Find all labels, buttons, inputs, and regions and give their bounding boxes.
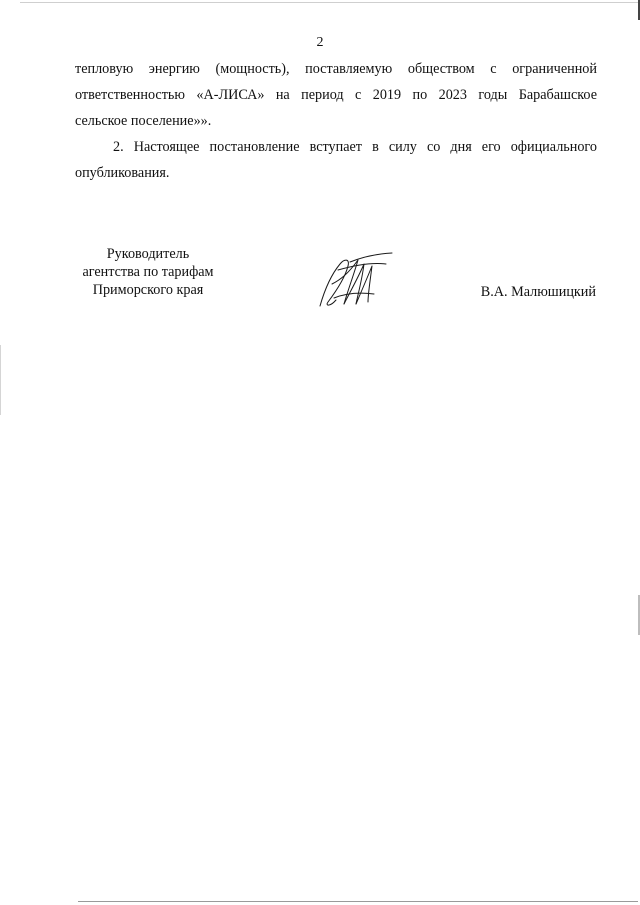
paragraph-effective-date [75, 134, 597, 186]
scan-edge-left [0, 345, 1, 415]
signatory-name: В.А. Малюшицкий [480, 284, 596, 300]
page-number: 2 [316, 35, 324, 50]
paragraph-continuation [75, 56, 597, 134]
scan-edge-bottom [78, 901, 638, 902]
text-line: тепловую энергию (мощность), поставляемую обществом с ограниченной [75, 61, 597, 77]
scan-edge-top [20, 2, 640, 3]
signatory-title [68, 245, 228, 299]
handwritten-signature [314, 250, 396, 310]
signatory-title-line: Приморского края [92, 282, 204, 298]
text-line: 2. Настоящее постановление вступает в силу со дня его официального [113, 139, 597, 155]
signatory-title-line: Руководитель [106, 246, 190, 262]
text-line: сельское поселение»». [75, 113, 212, 129]
signatory-title-line: агентства по тарифам [82, 264, 214, 280]
text-line: опубликования. [75, 165, 170, 181]
text-line: ответственностью «А-ЛИСА» на период с 2019 по 2023 годы Барабашское [75, 87, 597, 103]
